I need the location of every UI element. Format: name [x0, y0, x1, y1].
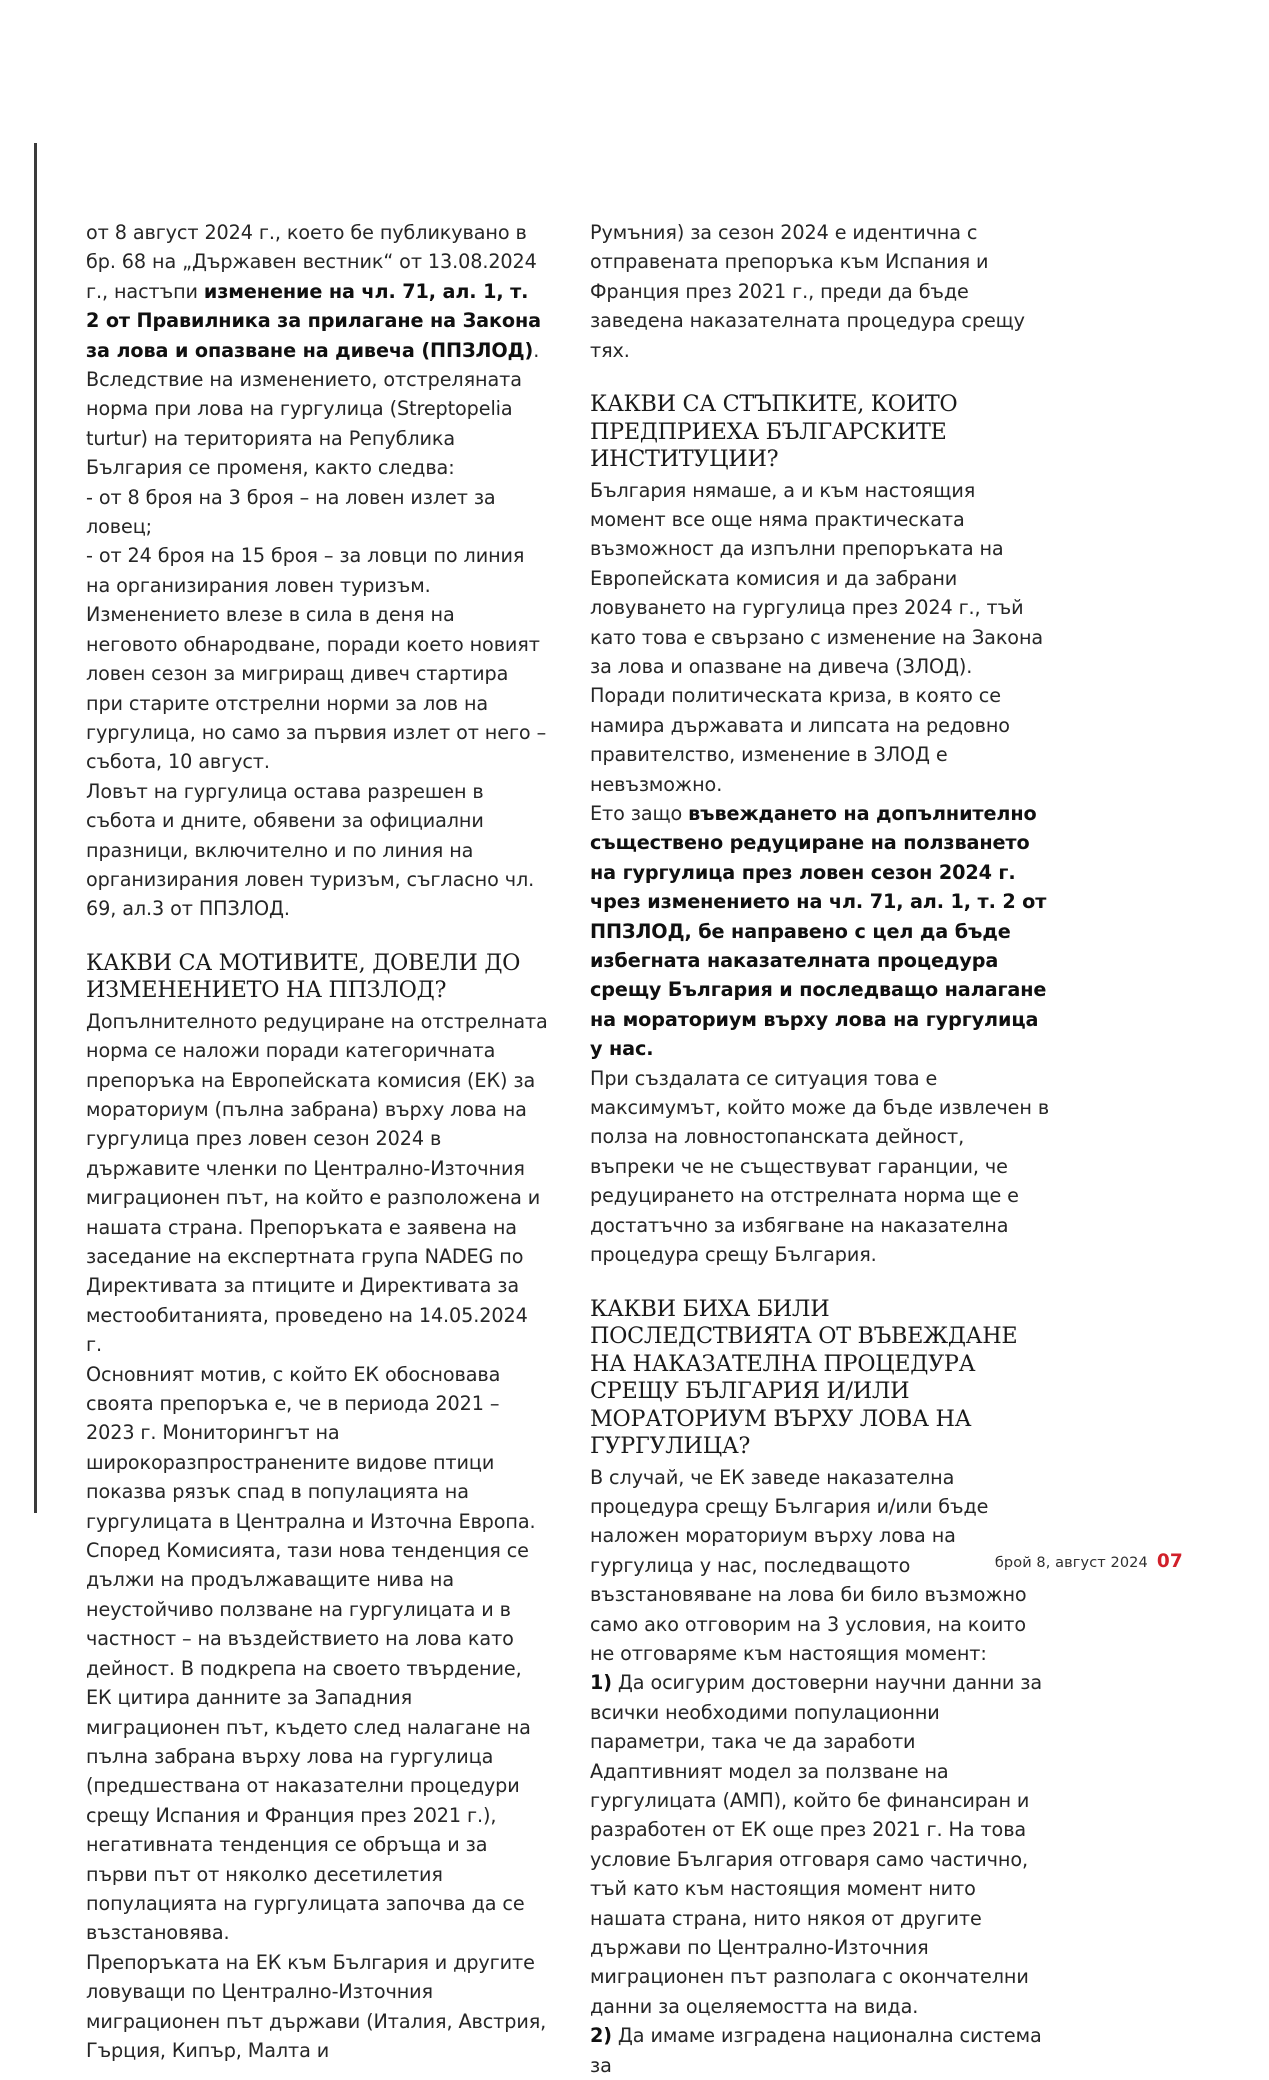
- paragraph-reason-bold: [590, 799, 1052, 1064]
- spacer: [86, 924, 548, 950]
- paragraph-main-motive: Основният мотив, с който ЕК обосновава своята препоръка е, че в периода 2021 – 2023 г. Мониторингът на широкоразпространените видове птици показва рязък спад в популацията на гургулицата в Централна и Източна Европа. Според Комисията, тази нова тенденция се дължи на продължаващите нива на неустойчиво ползване на гургулицата и в частност – на въздействието на лова като дейност. В подкрепа на своето твърдение, ЕК цитира данните за Западния миграционен път, където след налагане на пълна забрана върху лова на гургулица (предшествана от наказателни процедури срещу Испания и Франция през 2021 г.), негативната тенденция се обръща и за първи път от няколко десетилетия популацията на гургулицата започва да се възстановява.: [86, 1362, 536, 1945]
- paragraph-hunting-allowed-days: Ловът на гургулица остава разрешен в събота и дните, обявени за официални празници, включително и по линия на организирания ловен туризъм, съгласно чл. 69, ал.3 от ППЗЛОД.: [86, 779, 535, 921]
- right-column: [590, 218, 1052, 2080]
- emphasised-text-run: въвеждането на допълнително съществено редуциране на ползването на гургулица през ловен сезон 2024 г. чрез изменението на чл. 71, ал. 1, т. 2 от ППЗЛОД, бе направено с цел да бъде избегната наказателната процедура срещу България и последващо налагане на мораториум върху лова на гургулица у нас.: [590, 802, 1047, 1061]
- left-column: [86, 218, 548, 2080]
- emphasised-text-run: 2): [590, 2024, 612, 2048]
- paragraph-bullet-1: - от 8 броя на 3 броя – на ловен излет за ловец;: [86, 485, 496, 539]
- emphasised-text-run: изменение на чл. 71, ал. 1, т. 2 от Правилника за прилагане на Закона за лова и опазване на дивеча (ППЗЛОД): [86, 279, 541, 362]
- spacer: [590, 1270, 1052, 1296]
- section-heading-steps: КАКВИ СА СТЪПКИТЕ, КОИТО ПРЕДПРИЕХА БЪЛГАРСКИТЕ ИНСТИТУЦИИ?: [590, 391, 958, 473]
- text-run: Да имаме изградена национална система за: [590, 2024, 1042, 2077]
- text-run: Ето защо: [590, 802, 689, 825]
- footer-issue-label: брой 8, август 2024: [994, 1555, 1148, 1571]
- paragraph-condition-1: [590, 1668, 1052, 2021]
- page-footer: [995, 1551, 1183, 1572]
- text-run: . Вследствие на изменението, отстреляната норма при лова на гургулица (Streptopelia turtur) на територията на Република България се променя, както следва:: [86, 338, 540, 480]
- text-run: от 8 август 2024 г., което бе публикувано в бр. 68 на „Държавен вестник“ от 13.08.2024 г., настъпи: [86, 221, 537, 303]
- paragraph-reduction-reason: Допълнителното редуциране на отстрелната норма се наложи поради категоричната препоръка на Европейската комисия (ЕК) за мораториум (пълна забрана) върху лова на гургулица през ловен сезон 2024 в държавите членки по Централно-Източния миграционен път, на който е разположена и нашата страна. Препоръката е заявена на заседание на експертната група NADEG по Директивата за птиците и Директивата за местообитанията, проведено на 14.05.2024 г.: [86, 1009, 548, 1357]
- paragraph-bulgaria-no-possibility: България нямаше, а и към настоящия момент все още няма практическата възможност да изпълни препоръката на Европейската комисия и да забрани ловуването на гургулица през 2024 г., тъй като това е свързано с изменение на Закона за лова и опазване на дивеча (ЗЛОД). Поради политическата криза, в която се намира държавата и липсата на редовно правителство, изменение в ЗЛОД е невъзможно.: [590, 478, 1044, 796]
- footer-page-number: 07: [1156, 1551, 1183, 1572]
- section-heading-consequences: КАКВИ БИХА БИЛИ ПОСЛЕДСТВИЯТА ОТ ВЪВЕЖДАНЕ НА НАКАЗАТЕЛНА ПРОЦЕДУРА СРЕЩУ БЪЛГАРИЯ И/ИЛИ МОРАТОРИУМ ВЪРХУ ЛОВА НА ГУРГУЛИЦА?: [590, 1295, 1018, 1459]
- two-column-layout: [86, 218, 1052, 2080]
- paragraph-intro: [86, 218, 548, 483]
- section-heading-motives: КАКВИ СА МОТИВИТЕ, ДОВЕЛИ ДО ИЗМЕНЕНИЕТО НА ППЗЛОД?: [86, 949, 521, 1004]
- spacer: [590, 365, 1052, 391]
- paragraph-maximum-situation: При създалата се ситуация това е максимумът, който може да бъде извлечен в полза на ловностопанската дейност, въпреки че не съществуват гаранции, че редуцирането на отстрелната норма ще е достатъчно за избягване на наказателна процедура срещу България.: [590, 1066, 1050, 1267]
- emphasised-text-run: 1): [590, 1671, 612, 1695]
- left-margin-rule: [34, 143, 37, 1513]
- paragraph-condition-2: [590, 2021, 1052, 2080]
- paragraph-recommendation-countries: Препоръката на ЕК към България и другите ловуващи по Централно-Източния миграционен път държави (Италия, Австрия, Гърция, Кипър, Малта и: [86, 1950, 547, 2062]
- paragraph-bullet-2: - от 24 броя на 15 броя – за ловци по линия на организирания ловен туризъм.: [86, 544, 525, 597]
- paragraph-entry-into-force: Изменението влезе в сила в деня на неговото обнародване, поради което новият ловен сезон за мигриращ дивеч стартира при старите отстрелни норми за лов на гургулица, но само за първия излет от него – събота, 10 август.: [86, 603, 547, 774]
- text-run: Да осигурим достоверни научни данни за всички необходими популационни параметри, така че да заработи Адаптивният модел за ползване на гургулицата (АМП), който бе финансиран и разработен от ЕК още през 2021 г. На това условие България отговаря само частично, тъй като към настоящия момент нито нашата страна, нито някоя от другите държави по Централно-Източния миграционен път разполага с окончателни данни за оцеляемостта на вида.: [590, 1671, 1043, 2018]
- paragraph-romania-continuation: Румъния) за сезон 2024 е идентична с отправената препоръка към Испания и Франция през 2021 г., преди да бъде заведена наказателната процедура срещу тях.: [590, 221, 1025, 362]
- paragraph-three-conditions: В случай, че ЕК заведе наказателна процедура срещу България и/или бъде наложен мораториум върху лова на гургулица у нас, последващото възстановяване на лова би било възможно само ако отговорим на 3 условия, на които не отговаряме към настоящия момент:: [590, 1465, 1027, 1665]
